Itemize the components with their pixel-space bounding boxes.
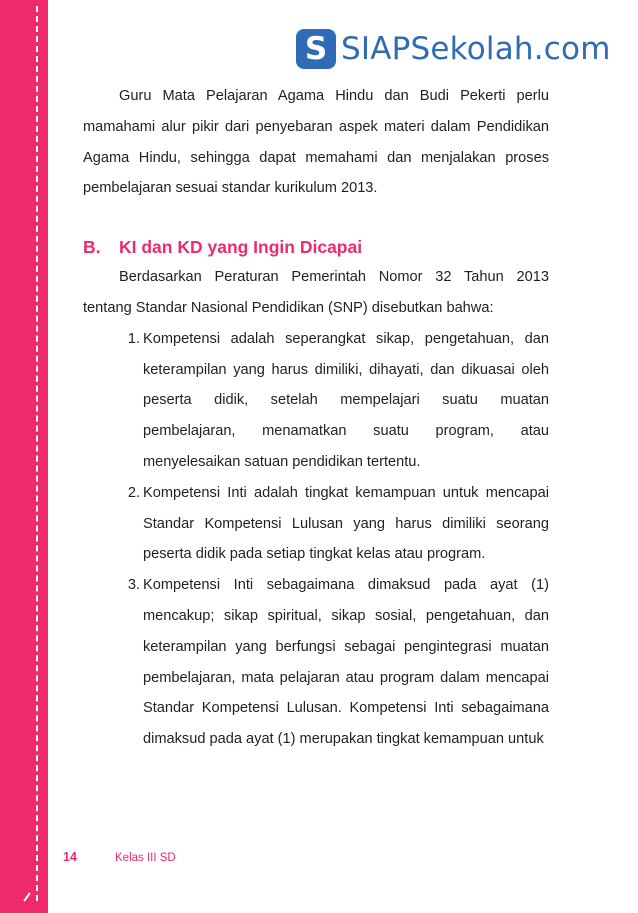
- list-item-number: 2.: [127, 484, 140, 501]
- side-band-dashed-line: [36, 6, 38, 901]
- list-item: [83, 324, 549, 478]
- logo-badge-icon: S: [296, 29, 336, 69]
- list-item-text: Kompetensi adalah seperangkat sikap, pengetahuan, dan keterampilan yang harus dimiliki, dihayati, dan dikuasai oleh peserta didik, setelah mempelajari suatu muatan pembelajaran, menamatkan suatu program, atau menyelesaikan satuan pendidikan tertentu.: [143, 330, 549, 470]
- site-logo: [296, 25, 611, 73]
- section-title: KI dan KD yang Ingin Dicapai: [119, 237, 363, 258]
- list-item-text: Kompetensi Inti sebagaimana dimaksud pada ayat (1) mencakup; sikap spiritual, sikap sosial, pengetahuan, dan keterampilan yang berfungsi sebagai pengintegrasi muatan pembelajaran, mata pelajaran atau program dalam mencapai Standar Kompetensi Lulusan. Kompetensi Inti sebagaimana dimaksud pada ayat (1) merupakan tingkat kemampuan untuk: [143, 577, 549, 748]
- logo-text: SIAPSekolah.com: [341, 31, 611, 67]
- page-footer: [63, 850, 176, 864]
- competency-list: [83, 324, 549, 755]
- footer-label: Kelas III SD: [115, 852, 176, 864]
- page-content: [83, 81, 549, 755]
- list-item-text: Kompetensi Inti adalah tingkat kemampuan untuk mencapai Standar Kompetensi Lulusan yang harus dimiliki seorang peserta didik pada setiap tingkat kelas atau program.: [143, 484, 549, 563]
- list-item: [83, 570, 549, 755]
- page-side-band: [0, 0, 48, 913]
- section-heading: [83, 232, 549, 262]
- section-lead-paragraph: Berdasarkan Peraturan Pemerintah Nomor 32 Tahun 2013 tentang Standar Nasional Pendidikan (SNP) disebutkan bahwa:: [83, 269, 549, 316]
- intro-paragraph: Guru Mata Pelajaran Agama Hindu dan Budi Pekerti perlu mamahami alur pikir dari penyebaran aspek materi dalam Pendidikan Agama Hindu, sehingga dapat memahami dan menjalakan proses pembelajaran sesuai standar kurikulum 2013.: [83, 88, 549, 197]
- section-letter: B.: [83, 237, 101, 258]
- page-number: 14: [63, 850, 77, 864]
- list-item: [83, 478, 549, 570]
- list-item-number: 3.: [127, 577, 140, 594]
- list-item-number: 1.: [127, 330, 140, 347]
